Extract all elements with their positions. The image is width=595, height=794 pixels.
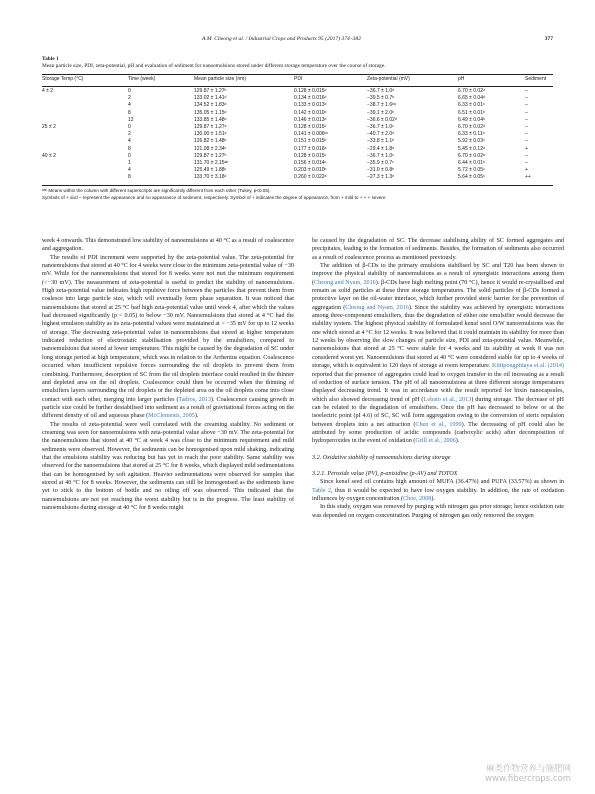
paragraph: The results of PDI increment were supported by the zeta-potential value. The zeta-potential for nanoemulsions that stored at 40 °C for 4 weeks were close to the minimum zeta-potential value of −30 mV. While for the nanoemulsions that stored for 8 weeks were not met the minimum requirement (<−30 mV). The measurement of zeta-potential is useful to predict the stability of nanoemulsions. High zeta-potential value indicates high repulsive force between the particles that prevent them from coalesce into large particle size, which will eventually form phase separation. It was noticed that nanoemulsions that stored at 25 °C had high zeta-potential value until week 4, after which the values had decreased significantly (p < 0.05) to below −30 mV. Nanoemulsions that stored at 4 °C had the highest emulsion stability as its zeta-potential values were maintained at > −35 mV for up to 12 weeks of storage. The decreasing zeta-potential value in nanoemulsions that stored at higher temperature indicated reduction of electrostatic stabilisation provided by the emulsifiers, compared to nanoemulsions that stored at lower temperature. This might be caused by the degradation of SC under long storage period at high temperature, which was in relation to the Arrhenius equation. Coalescence occurred when insufficient repulsive forces surrounding the oil droplets to prevent them from combining. Furthermore, desorption of SC from the oil droplets interface could resulted in the thinner and depleted area on the oil droplets. Coalescence could then be occurred when the thinning of emulsifiers layers surrounding the oil droplets or the depleted area on the oil droplets come into close contact with each other, merging into larger particles (Tadros, 2013). Coalescence causing growth in particle size could be further destabilised into sediment as a result of gravitational forces acting on the different density of oil and aqueous phase (McClements, 2005).: [42, 254, 294, 420]
table-row: [42, 174, 553, 181]
table-cell: +: [525, 167, 528, 174]
col-header: Zeta-potential (mV): [367, 76, 410, 82]
table-cell: 6.49 ± 0.04ᵇ: [458, 116, 485, 123]
col-header: Sediment: [525, 76, 547, 82]
citation-link[interactable]: Cheong and Nyam, 2016: [345, 304, 409, 311]
table-footnote: ᵃᵇᶜ Means within the column with different superscripts are significantly different from each other (Tukey, p<0.05).: [42, 188, 271, 193]
table-cell: −40.7 ± 2.0ᵈ: [367, 131, 395, 138]
table-top-rule: [42, 74, 553, 75]
table-cell: 4: [128, 102, 131, 109]
table-cell: 129.87 ± 1.27ᵇ: [194, 152, 227, 159]
table-cell: ++: [525, 174, 531, 181]
left-column: [42, 237, 294, 512]
table-cell: 0.177 ± 0.016ᵃ: [294, 145, 327, 152]
table-cell: 8: [128, 145, 131, 152]
table-cell: 126.82 ± 1.48ᵇ: [194, 138, 227, 145]
table-row: [42, 153, 553, 160]
table-header: [42, 76, 553, 83]
table-cell: 133.70 ± 3.18ᵈ: [194, 174, 227, 181]
table-row: [42, 95, 553, 102]
table-row: [42, 102, 553, 109]
table-cell: 6.33 ± 0.11ᵇ: [458, 131, 485, 138]
table-row: [42, 160, 553, 167]
table-cell: 5.64 ± 0.05ᶜ: [458, 174, 485, 181]
paragraph: Since kenaf seed oil contains high amount of MUFA (36.47%) and PUFA (33.57%) as shown in Table 2, thus it would be expected to have low oxygen stability. In addition, the rate of oxidation influences by oxygen concentration (Choe, 2008).: [312, 479, 564, 502]
paragraph: The addition of β-CDs to the primary emulsions stabilised by SC and T20 has been shown to improve the physical stability of nanoemulsions as a result of synergistic interactions among them (Cheong and Nyam, 2016). β-CDs have high melting point (70 °C), hence it would re-crystallised and remain as solid particles at these three storage temperatures. The solid particles of β-CDs formed a protective layer on the oil-water interface, which further provided steric barrier for the prevention of aggregation (Cheong and Nyam, 2016). Since the stability was achieved by synergistic interactions among three-component emulsifiers, thus the degradation of either one emulsifier would decrease the stability system. The highest physical stability of formulated kenaf seed O/W nanoemulsions was the one which stored at 4 °C for 12 weeks. It was believed that it could maintain its stability for more than 12 weeks by observing the slow changes of particle size, PDI and zeta-potential value. Meanwhile, nanoemulsions that stored at 25 °C were stable for 4 weeks and its stability at week 8 was not considered worst yet. Nanoemulsions that stored at 40 °C were considered stable for up to 4 weeks of storage, which is equivalent to 120 days of storage at room temperature. Kittipongpittaya et al. (2014) reported that the presence of aggregates could lead to oxygen transfer to the oil increasing as a result of reduction of surface tension. The pH of all nanoemulsions at three different storage temperatures displayed decreasing trend. It was in accordance with the result reported for bixin nanocapsules, which also showed decreasing trend of pH (Lobato et al., 2013) during storage. The decrease of pH can be related to the degradation of emulsifiers. Once the pH has decreased to below or at the isoelectric point (pI 4.6) of SC, SC will form aggregation owing to the conversion of steric repulsion between droplets into a net attraction (Chen et al., 1999). The decreasing of pH could also be attributed by some production of acidic compounds (carboxylic acids) after decomposition of hydroperoxides in the event of oxidation (Grill et al., 2006).: [312, 263, 565, 445]
table-cell: –: [525, 152, 528, 159]
citation-link[interactable]: McClements, 2005: [148, 413, 195, 420]
watermark-line: 麻类作物营养与施肥网: [485, 764, 571, 774]
table-cell: 12: [128, 116, 134, 123]
table-cell: 0.146 ± 0.013ᵈ: [294, 116, 327, 123]
running-header: [42, 36, 553, 48]
citation-link[interactable]: Kittipongpittaya et al. (2014): [492, 363, 565, 370]
table-cell: –: [525, 109, 528, 116]
table-cell: 5.72 ± 0.05ᶜ: [458, 167, 485, 174]
table-cell: −36.7 ± 1.0ᶜ: [367, 124, 394, 131]
table-cell: 0: [128, 88, 131, 94]
table-cell: 1: [128, 160, 131, 167]
col-header: pH: [458, 76, 465, 82]
table-cell: 0.128 ± 0.015ᶜ: [294, 152, 327, 159]
table-cell: 6.70 ± 0.02ᵈ: [458, 88, 485, 94]
table-row: [42, 110, 553, 117]
table-cell: 6.65 ± 0.04ᵈ: [458, 95, 485, 102]
table-cell: +: [525, 145, 528, 152]
table-row: [42, 131, 553, 138]
table-footnote: Symbols of + and – represent the appearance and no appearance of sediment, respectively. Symbol of + indicates the degree of appearance, from + mild to + + + severe.: [42, 195, 387, 200]
col-header: Mean particle size (nm): [194, 76, 246, 82]
col-header: Time (week): [128, 76, 156, 82]
table-row: [42, 88, 553, 95]
table-cell: [42, 167, 128, 174]
table-cell: –: [525, 131, 528, 138]
table-cell: 2: [128, 131, 131, 138]
table-cell: 133.85 ± 1.48ᵈ: [194, 116, 227, 123]
table-cell: 129.87 ± 1.27ᵇ: [194, 88, 227, 94]
table-cell: [42, 160, 128, 167]
table-cell: –: [525, 138, 528, 145]
citation-link[interactable]: Lobato et al., 2013: [423, 396, 472, 403]
table-cell: 0.156 ± 0.014ᶜ: [294, 160, 327, 167]
table-cell: −31.0 ± 0.8ᵇ: [367, 167, 395, 174]
table-cell: –: [525, 160, 528, 167]
table-cell: 0: [128, 124, 131, 131]
paragraph: be caused by the degradation of SC. The decrease stabilising ability of SC formed aggregates and precipitates, leading to the formation of sediments. Besides, the formation of sediments also occurred as a result of coalescence process as mentioned previously.: [312, 238, 564, 261]
table-cell: −38.7 ± 1.6ᵇᵃ: [367, 102, 396, 109]
table-cell: 133.02 ± 1.41ᵈ: [194, 95, 227, 102]
table-cell: –: [525, 102, 528, 109]
table-cell: 121.08 ± 2.34ᶜ: [194, 145, 227, 152]
table-cell: 0.133 ± 0.013ᵈ: [294, 102, 327, 109]
paragraph: week 4 onwards. This demonstrated low stability of nanoemulsions at 40 °C as a result of coalescence and aggregation.: [42, 238, 294, 253]
col-header: Storage Temp (°C): [42, 76, 84, 82]
table-cell: 25 ± 2: [42, 124, 56, 131]
table-cell: 4 ± 2: [42, 88, 54, 94]
right-column: [312, 237, 564, 520]
table-cell: −39.5 ± 0.7ᵇ: [367, 95, 395, 102]
table-cell: 6.44 ± 0.01ᵇ: [458, 160, 485, 167]
table-bottom-rule: [42, 185, 553, 186]
table-cell: 131.70 ± 2.15ᵃᵇ: [194, 160, 229, 167]
table-cell: 5.92 ± 0.03ᶜ: [458, 138, 485, 145]
table-cell: −36.7 ± 1.0ᵈ: [367, 88, 395, 94]
table-cell: 0.128 ± 0.015ᵈ: [294, 88, 327, 94]
page-number: 377: [544, 36, 553, 42]
journal-citation: A.M. Cheong et al. / Industrial Crops and Products 95 (2017) 374–382: [202, 36, 362, 42]
table-link[interactable]: Table 2: [312, 487, 332, 494]
table-cell: [42, 117, 128, 124]
table-row: [42, 124, 553, 131]
table-cell: [42, 131, 128, 138]
citation-link[interactable]: Cheong and Nyam, 2016: [314, 279, 376, 286]
table-cell: [42, 110, 128, 117]
watermark: [485, 764, 571, 784]
table-cell: 8: [128, 109, 131, 116]
table-row: [42, 117, 553, 124]
table-cell: −35.9 ± 0.7ᶜ: [367, 160, 394, 167]
table-cell: 0.128 ± 0.015ᶜ: [294, 124, 327, 131]
table-cell: [42, 95, 128, 102]
table-cell: 0.151 ± 0.015ᵇ: [294, 138, 327, 145]
table-cell: 5.45 ± 0.12ᵈ: [458, 145, 485, 152]
table-cell: 0: [128, 152, 131, 159]
table-row: [42, 146, 553, 153]
watermark-line: www.fibercrops.com: [485, 774, 571, 784]
table-cell: 2: [128, 95, 131, 102]
table-cell: 135.05 ± 1.15ᵈ: [194, 109, 227, 116]
citation-link[interactable]: Tadros, 2013: [178, 396, 211, 403]
subsection-heading: 3.2.1. Peroxide value (PV), p-anisidine (p-AV) and TOTOX: [312, 470, 458, 477]
table-row: [42, 138, 553, 145]
citation-link[interactable]: Grill et al., 2006: [415, 438, 456, 445]
table-cell: −39.1 ± 2.0ᵇ: [367, 109, 395, 116]
table-cell: 0.260 ± 0.022ᵃ: [294, 174, 327, 181]
table-cell: 4: [128, 167, 131, 174]
table-cell: 0.134 ± 0.016ᵈ: [294, 95, 327, 102]
table-cell: –: [525, 124, 528, 131]
section-heading: 3.2. Oxidative stability of nanoemulsions during storage: [312, 454, 451, 461]
table-cell: −29.4 ± 1.8ᵃ: [367, 145, 394, 152]
table-cell: −36.6 ± 0.02ᵈ: [367, 116, 397, 123]
table-cell: [42, 174, 128, 181]
paragraph: In this study, oxygen was removed by purging with nitrogen gas prior storage; hence oxidation rate was depended on oxygen concentration. Purging of nitrogen gas only removed the oxygen: [312, 504, 564, 519]
table-cell: −36.7 ± 1.0ᶜ: [367, 152, 394, 159]
table-cell: [42, 102, 128, 109]
table-caption-text: Mean particle size, PDI, zeta-potential, pH and evaluation of sediment for nanoemulsions stored under different storage temperature over the course of storage.: [42, 63, 386, 69]
table-cell: 0.142 ± 0.010ᵈ: [294, 109, 327, 116]
table-cell: [42, 146, 128, 153]
table-cell: 40 ± 2: [42, 152, 56, 159]
table-caption: [42, 56, 553, 70]
table-cell: 0.141 ± 0.006ᵇᶜ: [294, 131, 329, 138]
table-cell: 4: [128, 138, 131, 145]
citation-link[interactable]: Chen et al., 1999: [415, 421, 462, 428]
table-cell: −27.3 ± 1.3ᵈ: [367, 174, 395, 181]
table-header-rule: [42, 86, 553, 87]
table-cell: −33.8 ± 1.1ᵇ: [367, 138, 395, 145]
table-cell: 6.33 ± 0.01ᶜ: [458, 102, 485, 109]
table-cell: 8: [128, 174, 131, 181]
table-label: Table 1: [42, 56, 59, 62]
table-cell: 6.70 ± 0.02ᵈ: [458, 124, 485, 131]
table-cell: 6.51 ± 0.01ᵇ: [458, 109, 485, 116]
table-cell: 134.52 ± 1.83ᵈ: [194, 102, 227, 109]
col-header: PDI: [294, 76, 303, 82]
paragraph: The results of zeta-potential were well correlated with the creaming stability. No sediment or creaming was seen for nanoemulsions with zeta-potential value above −30 mV. The zeta-potential for the nanoemulsions that stored at 40 °C at week 4 was close to the minimum requirement and mild sediments were observed. However, the sediments can be homogenised upon mild shaking, indicating that the emulsions stability was reducing but has yet to reach the poor stability. Same stability was observed for the nanoemulsions that stored at 25 °C for 8 weeks, which displayed mild sedimentations that can be homogenised by soft agitation. Heavier sedimentations were observed for samples that stored at 40 °C for 8 weeks. However, the sediments can still be homogenised as the sediments have yet to stick to the bottom of bottle and no oiling off was observed. This indicated that the nanoemulsions are not yet reaching the worst stability but is in the progress. The least stability of nanoemulsions during storage at 40 °C for 8 weeks might: [42, 421, 294, 511]
table-cell: –: [525, 116, 528, 123]
citation-link[interactable]: Choe, 2008: [403, 495, 432, 502]
table-cell: –: [525, 88, 528, 94]
table-cell: 130.00 ± 1.51ᵃ: [194, 131, 227, 138]
table-cell: 6.70 ± 0.02ᵃ: [458, 152, 485, 159]
table-cell: [42, 138, 128, 145]
table-row: [42, 167, 553, 174]
table-cell: 129.87 ± 1.27ᵃ: [194, 124, 227, 131]
table-cell: –: [525, 95, 528, 102]
table-cell: 0.203 ± 0.010ᵇ: [294, 167, 327, 174]
data-table: [42, 88, 553, 182]
table-cell: 125.49 ± 1.88ᶜ: [194, 167, 227, 174]
